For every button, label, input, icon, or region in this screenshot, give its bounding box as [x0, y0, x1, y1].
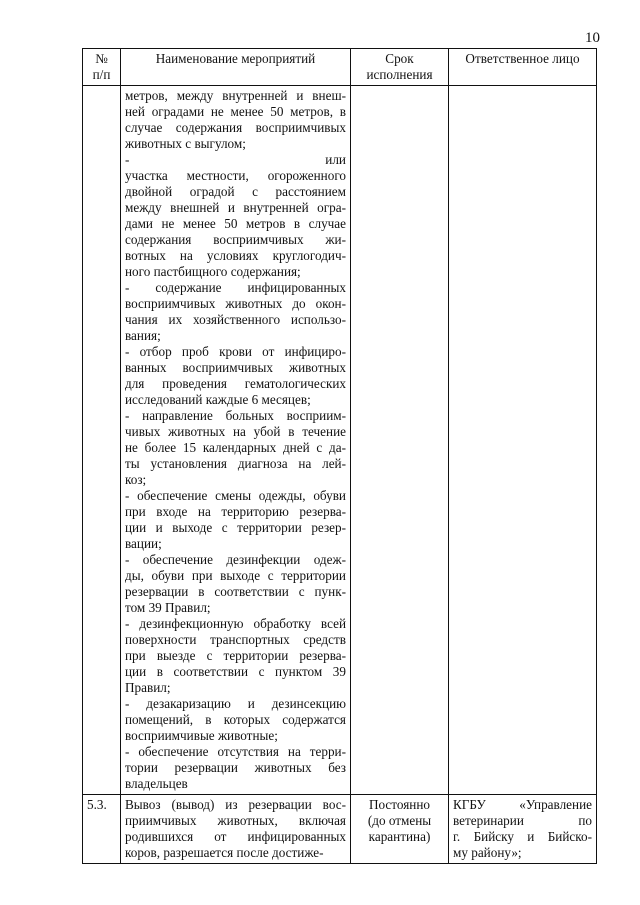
- header-responsible: [449, 49, 597, 86]
- text-line: - обеспечение смены одежды, обуви: [125, 488, 346, 503]
- header-term: [351, 49, 449, 86]
- text-line: восприимчивых животных до окон-: [125, 296, 346, 311]
- row2-number: [83, 795, 121, 864]
- row1-number: [83, 86, 121, 795]
- row2-text: [121, 795, 351, 864]
- text-line: - или: [125, 152, 346, 167]
- text-line: Правил;: [125, 680, 171, 695]
- text-line: участка местности, огороженного: [125, 168, 346, 183]
- header-name-text: Наименование мероприятий: [155, 51, 316, 66]
- text-line: содержания восприимчивых жи-: [125, 232, 346, 247]
- text-line: исследований каждые 6 месяцев;: [125, 392, 311, 407]
- text-line: - содержание инфицированных: [125, 280, 346, 295]
- text-line: восприимчивые животные;: [125, 728, 278, 743]
- text-line: тории резервации животных без: [125, 760, 346, 775]
- row2-number-text: 5.3.: [87, 797, 107, 812]
- text-line: резервации в соответствии с пунк-: [125, 584, 346, 599]
- table-row: [83, 86, 597, 795]
- text-line: животных с выгулом;: [125, 136, 246, 151]
- text-line: (до отмены: [367, 813, 432, 828]
- text-line: метров, между внутренней и внеш-: [125, 88, 346, 103]
- text-line: чивых животных на убой в течение: [125, 424, 346, 439]
- text-line: чания их хозяйственного использо-: [125, 312, 346, 327]
- text-line: коров, разрешается после достиже-: [125, 845, 324, 860]
- text-line: родившихся от инфицированных: [125, 829, 346, 844]
- header-term-line2: исполнения: [366, 67, 433, 82]
- table-row: [83, 795, 597, 864]
- text-line: ванных восприимчивых животных: [125, 360, 346, 375]
- row2-term: [351, 795, 449, 864]
- text-line: Постоянно: [368, 797, 430, 812]
- row2-responsible: [449, 795, 597, 864]
- header-responsible-text: Ответственное лицо: [465, 51, 580, 66]
- text-line: поверхности транспортных средств: [125, 632, 346, 647]
- header-number: [83, 49, 121, 86]
- text-line: Вывоз (вывод) из резервации вос-: [125, 797, 346, 812]
- text-line: между внешней и внутренней огра-: [125, 200, 346, 215]
- text-line: - дезакаризацию и дезинсекцию: [125, 696, 346, 711]
- row1-term: [351, 86, 449, 795]
- text-line: ды, обуви при выходе с территории: [125, 568, 346, 583]
- text-line: случае содержания восприимчивых: [125, 120, 346, 135]
- header-term-line1: Срок: [385, 51, 414, 66]
- text-line: вания;: [125, 328, 161, 343]
- text-line: вации;: [125, 536, 162, 551]
- text-line: ного пастбищного содержания;: [125, 264, 301, 279]
- text-line: - отбор проб крови от инфициро-: [125, 344, 346, 359]
- measures-table: [82, 48, 597, 864]
- table-header-row: [83, 49, 597, 86]
- text-line: ты установления диагноза на лей-: [125, 456, 346, 471]
- text-line: двойной оградой с расстоянием: [125, 184, 346, 199]
- header-name: [121, 49, 351, 86]
- text-line: владельцев: [125, 776, 188, 791]
- row1-text: [121, 86, 351, 795]
- header-number-symbol: №: [95, 51, 108, 66]
- text-line: приимчивых животных, включая: [125, 813, 346, 828]
- text-line: при выезде с территории резерва-: [125, 648, 346, 663]
- text-line: - направление больных восприим-: [125, 408, 346, 423]
- text-line: ции и выходе с территории резер-: [125, 520, 346, 535]
- text-line: помещений, в которых содержатся: [125, 712, 346, 727]
- text-line: коз;: [125, 472, 147, 487]
- page-number: 10: [585, 30, 600, 46]
- text-line: ции в соответствии с пунктом 39: [125, 664, 346, 679]
- text-line: ней оградами не менее 50 метров, в: [125, 104, 346, 119]
- text-line: - дезинфекционную обработку всей: [125, 616, 346, 631]
- text-line: - обеспечение дезинфекции одеж-: [125, 552, 346, 567]
- row1-responsible: [449, 86, 597, 795]
- text-line: - обеспечение отсутствия на терри-: [125, 744, 346, 759]
- text-line: КГБУ «Управление: [453, 797, 592, 812]
- text-line: при входе на территорию резерва-: [125, 504, 346, 519]
- text-line: карантина): [368, 829, 431, 844]
- text-line: не более 15 календарных дней с да-: [125, 440, 346, 455]
- text-line: вотных на условиях круглогодич-: [125, 248, 346, 263]
- text-line: дами не менее 50 метров в случае: [125, 216, 346, 231]
- text-line: ветеринарии по: [453, 813, 592, 828]
- text-line: том 39 Правил;: [125, 600, 211, 615]
- header-number-abbr: п/п: [92, 67, 111, 82]
- text-line: для проведения гематологических: [125, 376, 346, 391]
- text-line: му району»;: [453, 845, 522, 860]
- text-line: г. Бийску и Бийско-: [453, 829, 592, 844]
